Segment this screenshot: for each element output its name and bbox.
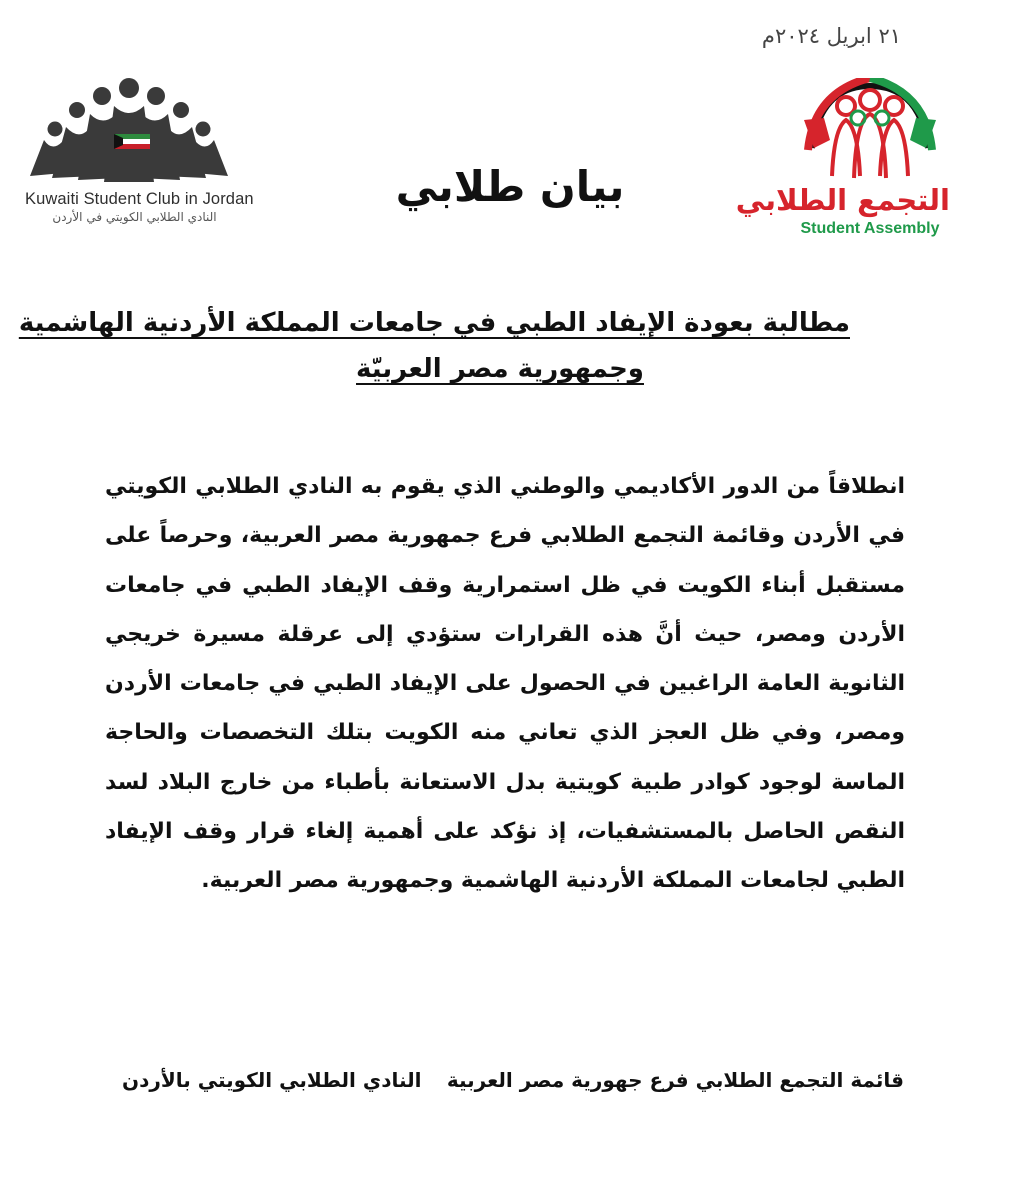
document-subject (18, 300, 850, 392)
student-assembly-name-en: Student Assembly (800, 220, 940, 237)
club-emblem-icon (22, 72, 237, 192)
kuwaiti-student-club-logo (22, 72, 254, 232)
statement-body: انطلاقاً من الدور الأكاديمي والوطني الذي يقوم به النادي الطلابي الكويتي في الأردن وقائمة التجمع الطلابي فرع جمهورية مصر العربية، وحرصاً على مستقبل أبناء الكويت في ظل استمرارية وقف الإيفاد الطبي في جامعات الأردن ومصر، حيث أنَّ هذه القرارات ستؤدي إلى عرقلة مسيرة خريجي الثانوية العامة الراغبين في الحصول على الإيفاد الطبي في جامعات الأردن ومصر، وفي ظل العجز الذي تعاني منه الكويت بتلك التخصصات والحاجة الماسة لوجود كوادر طبية كويتية بدل الاستعانة بأطباء من خارج البلاد لسد النقص الحاصل بالمستشفيات، إذ نؤكد على أهمية إلغاء قرار وقف الإيفاد الطبي لجامعات المملكة الأردنية الهاشمية وجمهورية مصر العربية. (105, 474, 905, 894)
document-title: بيان طلابي (395, 162, 625, 211)
document-date: ٢١ ابريل ٢٠٢٤م (761, 24, 901, 48)
club-name-en: Kuwaiti Student Club in Jordan (25, 190, 254, 208)
signature-student-assembly: قائمة التجمع الطلابي فرع جهورية مصر العربية (446, 1068, 904, 1092)
signature-kuwaiti-student-club: النادي الطلابي الكويتي بالأردن (122, 1068, 422, 1092)
subject-line-2: وجمهورية مصر العربيّة (356, 354, 644, 384)
student-assembly-emblem-icon (790, 78, 950, 188)
kuwait-flag-icon (114, 134, 150, 149)
student-assembly-name-ar: التجمع الطلابي (735, 183, 950, 217)
club-name-ar: النادي الطلابي الكويتي في الأردن (52, 210, 217, 224)
subject-line-1: مطالبة بعودة الإيفاد الطبي في جامعات المملكة الأردنية الهاشمية (18, 308, 850, 338)
student-assembly-logo (735, 78, 950, 248)
